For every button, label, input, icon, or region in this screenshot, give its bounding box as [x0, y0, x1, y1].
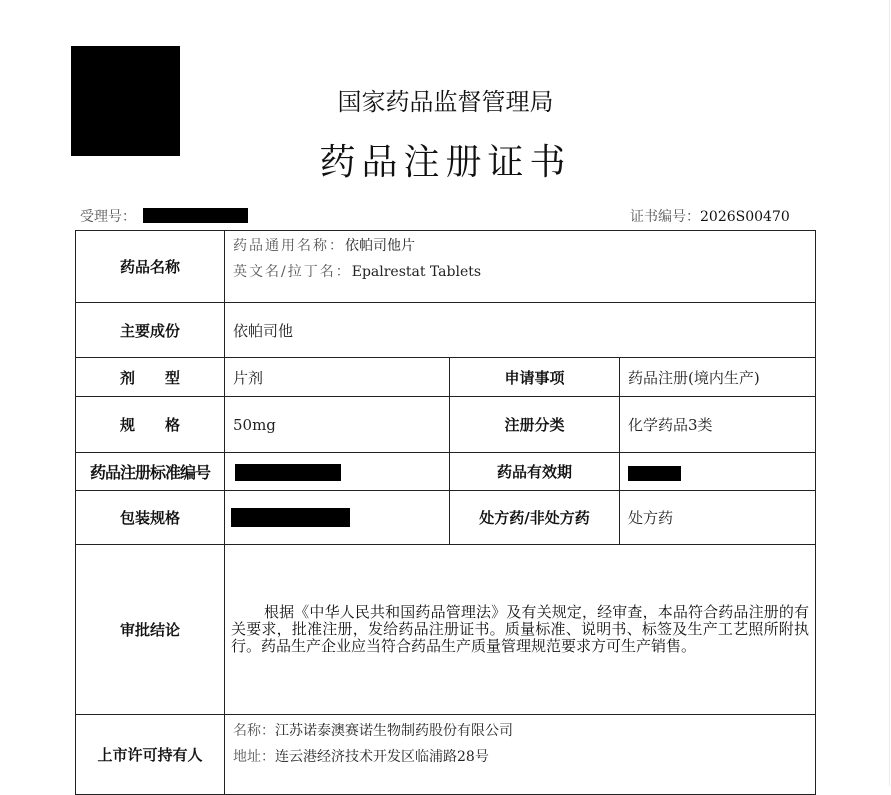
holder-value: [225, 715, 816, 795]
holder-name-value: 江苏诺泰澳赛诺生物制药股份有限公司: [275, 723, 513, 739]
row-dosage-form: [76, 358, 816, 397]
generic-name-value: 依帕司他片: [345, 238, 415, 254]
holder-name-label: 名称：: [233, 723, 275, 739]
approval-cell: [225, 545, 816, 715]
holder-name-line: [233, 718, 815, 744]
english-name-label: 英文名/拉丁名：: [233, 264, 352, 280]
standard-no-value: [225, 453, 450, 491]
certificate-title: 药品注册证书: [319, 142, 572, 183]
packaging-value: [225, 491, 450, 545]
row-main-ingredient: [76, 303, 816, 358]
specification-label: 规 格: [76, 397, 225, 453]
rx-otc-label: 处方药/非处方药: [450, 491, 620, 545]
standard-no-label: 药品注册标准编号: [76, 453, 225, 491]
redacted-acceptance-number: [143, 208, 248, 223]
cert-no-label: 证书编号：: [630, 209, 700, 225]
redacted-packaging: [231, 508, 350, 527]
acceptance-label: 受理号：: [80, 209, 136, 225]
cert-no-value: 2026S00470: [700, 209, 790, 225]
row-drug-name: [76, 231, 816, 303]
row-specification: [76, 397, 816, 453]
specification-value: 50mg: [225, 397, 450, 453]
validity-label: 药品有效期: [450, 453, 620, 491]
application-item-value: 药品注册(境内生产): [620, 358, 816, 397]
redacted-validity: [628, 466, 681, 481]
dosage-form-label: 剂 型: [76, 358, 225, 397]
row-approval: [76, 545, 816, 715]
application-item-label: 申请事项: [450, 358, 620, 397]
redacted-standard-no: [235, 464, 341, 481]
english-name-value: Epalrestat Tablets: [351, 264, 482, 280]
agency-name: 国家药品监督管理局: [337, 88, 554, 116]
acceptance-number: [80, 206, 136, 226]
holder-address-label: 地址：: [233, 749, 275, 765]
dosage-form-value: 片剂: [225, 358, 450, 397]
generic-name-label: 药品通用名称：: [233, 238, 345, 254]
packaging-label: 包装规格: [76, 491, 225, 545]
row-packaging: [76, 491, 816, 545]
english-name-line: [233, 259, 815, 285]
registration-category-label: 注册分类: [450, 397, 620, 453]
row-standard-no: [76, 453, 816, 491]
holder-address-line: [233, 744, 815, 770]
holder-address-value: 连云港经济技术开发区临浦路28号: [275, 749, 489, 765]
certificate-number: [630, 206, 790, 226]
drug-name-value: [225, 231, 816, 303]
approval-conclusion-text: 根据《中华人民共和国药品管理法》及有关规定，经审查，本品符合药品注册的有关要求，批准注册，发给药品注册证书。质量标准、说明书、标签及生产工艺照所附执行。药品生产企业应当符合药品生产质量管理规范要求方可生产销售。: [231, 603, 810, 655]
approval-label: 审批结论: [76, 545, 225, 715]
certificate-table: [75, 230, 816, 795]
rx-otc-value: 处方药: [620, 491, 816, 545]
row-holder: [76, 715, 816, 795]
main-ingredient-value: 依帕司他: [225, 303, 816, 358]
generic-name-line: [233, 233, 815, 259]
holder-label: 上市许可持有人: [76, 715, 225, 795]
validity-value: [620, 453, 816, 491]
main-ingredient-label: 主要成份: [76, 303, 225, 358]
page-edge: [889, 0, 890, 786]
registration-category-value: 化学药品3类: [620, 397, 816, 453]
drug-name-label: 药品名称: [76, 231, 225, 303]
